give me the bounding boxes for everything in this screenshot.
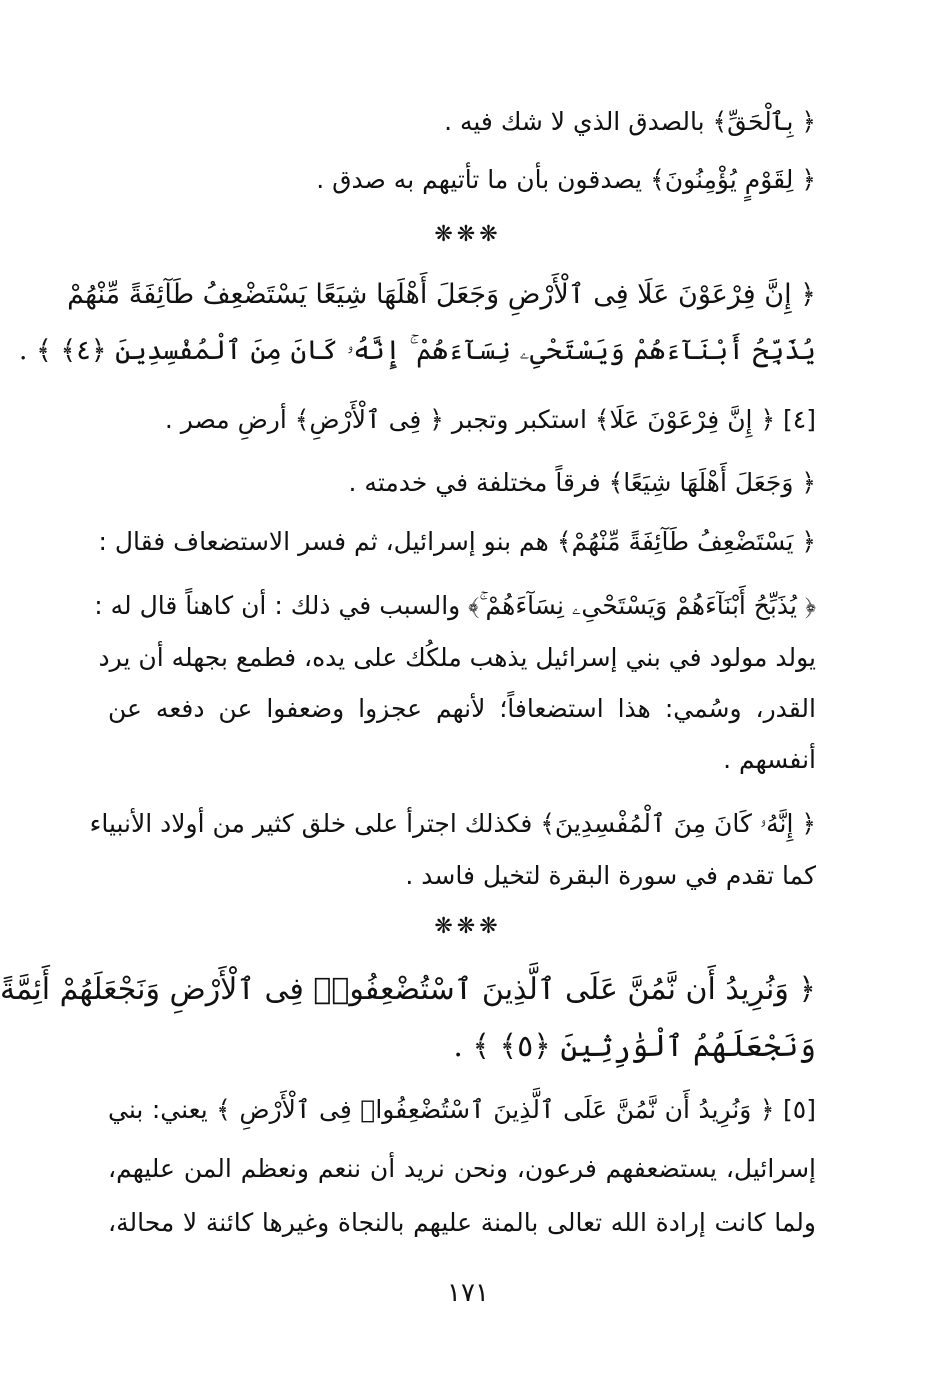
text-line-14: ولما كانت إرادة الله تعالى بالمنة عليهم بالنجاة وغيرها كائنة لا محالة، xyxy=(108,1208,816,1237)
verse-line-1: ﴿ إِنَّ فِرْعَوْنَ عَلَا فِى ٱلْأَرْضِ وَجَعَلَ أَهْلَهَا شِيَعًا يَسْتَضْعِفُ طَآئِفَةً مِّنْهُمْ xyxy=(67,279,816,310)
text-line-6: ﴿ يُذَبِّحُ أَبْنَآءَهُمْ وَيَسْتَحْىِۦ نِسَآءَهُمْ ۚ﴾ والسبب في ذلك : أن كاهناً قال له : xyxy=(94,591,816,620)
text-line-5: ﴿ يَسْتَضْعِفُ طَآئِفَةً مِّنْهُمْ﴾ هم بنو إسرائيل، ثم فسر الاستضعاف فقال : xyxy=(98,527,816,556)
text-line-1: ﴿ بِٱلْحَقِّ﴾ بالصدق الذي لا شك فيه . xyxy=(444,107,816,136)
text-line-4: ﴿ وَجَعَلَ أَهْلَهَا شِيَعًا﴾ فرقاً مختلفة في خدمته . xyxy=(348,468,816,497)
verse-line-4: وَنَجْعَلَهُمُ ٱلْوَٰرِثِينَ ﴿٥﴾ ﴾ . xyxy=(453,1029,816,1064)
verse-line-3: ﴿ وَنُرِيدُ أَن نَّمُنَّ عَلَى ٱلَّذِينَ ٱسْتُضْعِفُوا۟ فِى ٱلْأَرْضِ وَنَجْعَلَهُمْ أَئِمَّةً xyxy=(0,972,816,1007)
text-line-12: [٥] ﴿ وَنُرِيدُ أَن نَّمُنَّ عَلَى ٱلَّذِينَ ٱسْتُضْعِفُوا۟ فِى ٱلْأَرْضِ ﴾ يعني: بني xyxy=(108,1095,816,1124)
text-line-13: إسرائيل، يستضعفهم فرعون، ونحن نريد أن ننعم ونعظم المن عليهم، xyxy=(108,1154,816,1183)
page-number: ١٧١ xyxy=(447,1278,489,1308)
section-separator-1: ❋❋❋ xyxy=(434,222,502,247)
text-line-9: أنفسهم . xyxy=(723,745,816,774)
text-line-8: القدر، وسُمي: هذا استضعافاً؛ لأنهم عجزوا وضعفوا عن دفعه عن xyxy=(108,694,816,723)
text-line-11: كما تقدم في سورة البقرة لتخيل فاسد . xyxy=(405,861,816,890)
text-line-7: يولد مولود في بني إسرائيل يذهب ملكُك على يده، فطمع بجهله أن يرد xyxy=(98,643,816,672)
text-line-10: ﴿ إِنَّهُۥ كَانَ مِنَ ٱلْمُفْسِدِينَ﴾ فكذلك اجترأ على خلق كثير من أولاد الأنبياء xyxy=(89,809,816,838)
verse-line-2: يُذَبِّحُ أَبْنَآءَهُمْ وَيَسْتَحْىِۦ نِسَآءَهُمْ ۚ إِنَّهُۥ كَانَ مِنَ ٱلْمُفْسِدِينَ ﴿٤﴾ ﴾ . xyxy=(18,335,816,366)
section-separator-2: ❋❋❋ xyxy=(434,914,502,939)
text-line-3: [٤] ﴿ إِنَّ فِرْعَوْنَ عَلَا﴾ استكبر وتجبر ﴿ فِى ٱلْأَرْضِ﴾ أرضِ مصر . xyxy=(164,405,816,434)
text-line-2: ﴿ لِقَوْمٍ يُؤْمِنُونَ﴾ يصدقون بأن ما تأتيهم به صدق . xyxy=(316,165,816,194)
